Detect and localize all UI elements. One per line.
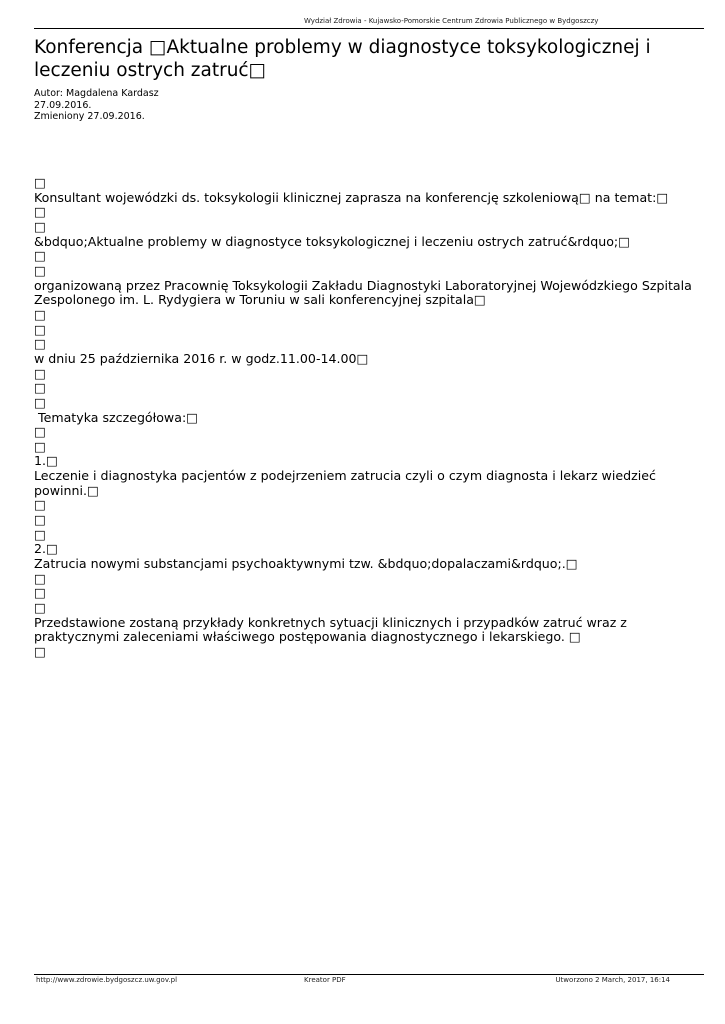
body-paragraph: □	[34, 526, 46, 542]
body-paragraph: □	[34, 380, 46, 396]
body-paragraph: □	[34, 175, 46, 190]
body-paragraph: w dniu 25 października 2016 r. w godz.11.00-14.00□	[34, 350, 369, 366]
header-institution: Wydział Zdrowia - Kujawsko-Pomorskie Centrum Zdrowia Publicznego w Bydgoszczy	[304, 17, 599, 25]
article-body	[34, 176, 704, 660]
footer-created-date: Utworzono 2 March, 2017, 16:14	[555, 976, 670, 984]
body-paragraph: □	[34, 600, 46, 616]
publish-date: 27.09.2016.	[34, 99, 92, 111]
body-paragraph: □	[34, 218, 46, 234]
body-paragraph: Tematyka szczegółowa:□	[34, 409, 199, 425]
body-paragraph: □	[34, 497, 46, 513]
body-paragraph: organizowaną przez Pracownię Toksykologii Zakładu Diagnostyki Laboratoryjnej Wojewódzkiego Szpitala Zespolonego im. L. Rydygiera w Toruniu w sali konferencyjnej szpitala□	[34, 277, 696, 308]
body-paragraph: □	[34, 570, 46, 586]
modified-date: Zmieniony 27.09.2016.	[34, 111, 145, 122]
body-paragraph: □	[34, 336, 46, 352]
body-paragraph: □	[34, 394, 46, 410]
body-paragraph: □	[34, 306, 46, 322]
body-paragraph: Przedstawione zostaną przykłady konkretnych sytuacji klinicznych i przypadków zatruć wraz z praktycznymi zaleceniami właściwego postępowania diagnostycznego i lekarskiego. □	[34, 614, 631, 645]
body-paragraph: 1.□	[34, 453, 58, 469]
body-paragraph: Zatrucia nowymi substancjami psychoaktywnymi tzw. &bdquo;dopalaczami&rdquo;.□	[34, 556, 578, 572]
header-divider	[34, 28, 704, 29]
body-paragraph: Leczenie i diagnostyka pacjentów z podejrzeniem zatrucia czyli o czym diagnosta i lekarz wiedzieć powinni.□	[34, 468, 660, 498]
body-paragraph: □	[34, 585, 46, 601]
body-paragraph: Konsultant wojewódzki ds. toksykologii klinicznej zaprasza na konferencję szkoleniową□ na temat:□	[34, 189, 669, 205]
body-paragraph: □	[34, 248, 46, 264]
body-paragraph: □	[34, 512, 46, 528]
body-paragraph: □	[34, 204, 46, 220]
author-line: Autor: Magdalena Kardasz	[34, 88, 159, 99]
body-paragraph: &bdquo;Aktualne problemy w diagnostyce toksykologicznej i leczeniu ostrych zatruć&rdquo;□	[34, 233, 631, 249]
body-paragraph: □	[34, 644, 46, 659]
body-paragraph: 2.□	[34, 541, 58, 557]
footer-url-link[interactable]: http://www.zdrowie.bydgoszcz.uw.gov.pl	[36, 976, 178, 984]
page-title: Konferencja □Aktualne problemy w diagnostyce toksykologicznej i leczeniu ostrych zatruć□	[34, 37, 651, 81]
body-paragraph: □	[34, 424, 46, 440]
footer-divider	[34, 974, 704, 975]
body-paragraph: □	[34, 365, 46, 381]
footer-creator: Kreator PDF	[304, 976, 346, 984]
article-meta	[34, 88, 159, 123]
body-paragraph: □	[34, 262, 46, 278]
body-paragraph: □	[34, 321, 46, 337]
body-paragraph: □	[34, 438, 46, 454]
